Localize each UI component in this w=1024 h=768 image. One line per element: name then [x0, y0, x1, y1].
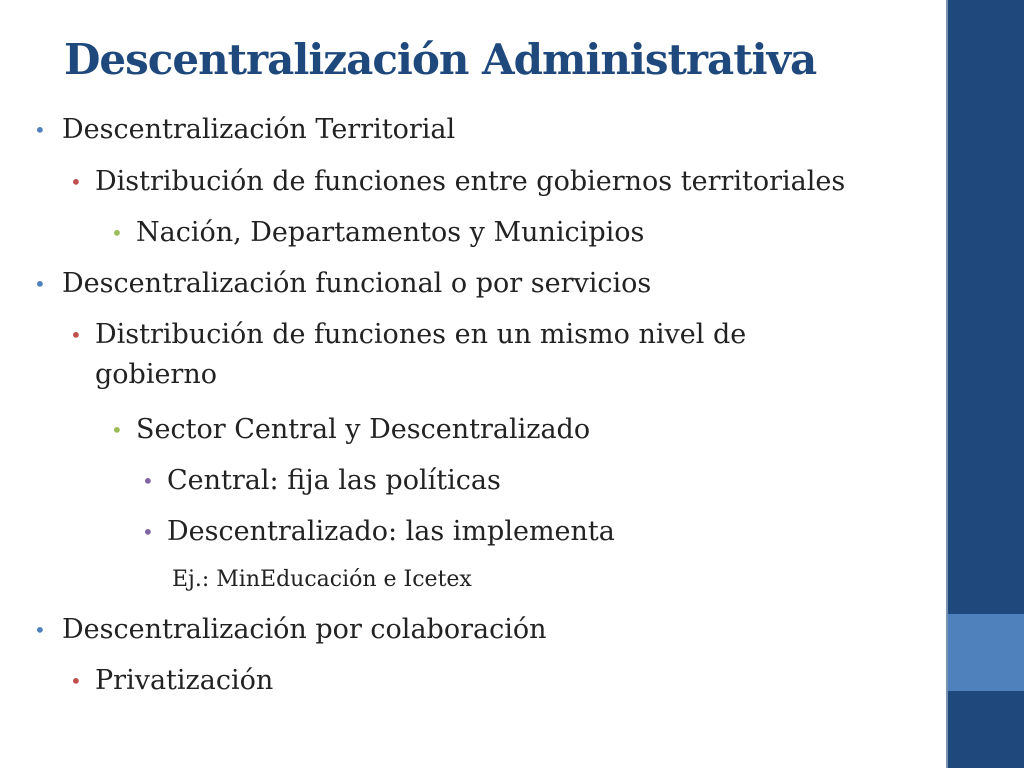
bullet-marker: • [70, 170, 82, 194]
example-note-text: Ej.: MinEducación e Icetex [172, 567, 472, 592]
bullet-text: Central: fija las políticas [167, 465, 501, 496]
bullet-descentralizacion-funcional [34, 264, 652, 304]
bullet-text: Privatización [95, 665, 274, 696]
bullet-text: Nación, Departamentos y Municipios [136, 217, 645, 248]
sub-bullet-distribucion-nivel [70, 315, 747, 395]
bullet-text: Distribución de funciones entre gobiernos territoriales [95, 166, 846, 197]
bullet-text: Descentralización por colaboración [62, 614, 547, 645]
sub-sub-bullet-sector [111, 410, 591, 450]
bullet-text: Descentralización funcional o por servicios [62, 268, 652, 299]
bullet-text-line-1: Distribución de funciones en un mismo nivel de [95, 319, 747, 350]
slide-title: Descentralización Administrativa [64, 35, 817, 84]
bullet-marker: • [142, 469, 154, 493]
sub-bullet-distribucion-territorial [70, 162, 846, 202]
example-note [172, 563, 472, 597]
bullet-text: Sector Central y Descentralizado [136, 414, 591, 445]
bullet-marker: • [70, 669, 82, 693]
bullet-marker: • [111, 221, 123, 245]
bullet-marker: • [34, 618, 46, 642]
level-four-bullet-descentralizado [142, 512, 615, 552]
bullet-text: Descentralizado: las implementa [167, 516, 615, 547]
bullet-marker: • [111, 418, 123, 442]
bullet-text-line-2: gobierno [95, 359, 217, 390]
bullet-text: Descentralización Territorial [62, 114, 456, 145]
bullet-descentralizacion-territorial [34, 110, 456, 150]
bullet-descentralizacion-colaboracion [34, 610, 547, 650]
right-sidebar-accent-block [948, 614, 1024, 691]
bullet-marker: • [34, 118, 46, 142]
bullet-marker: • [34, 272, 46, 296]
bullet-marker: • [70, 323, 82, 347]
sub-bullet-privatizacion [70, 661, 274, 701]
sub-sub-bullet-nacion [111, 213, 645, 253]
level-four-bullet-central [142, 461, 501, 501]
bullet-marker: • [142, 520, 154, 544]
